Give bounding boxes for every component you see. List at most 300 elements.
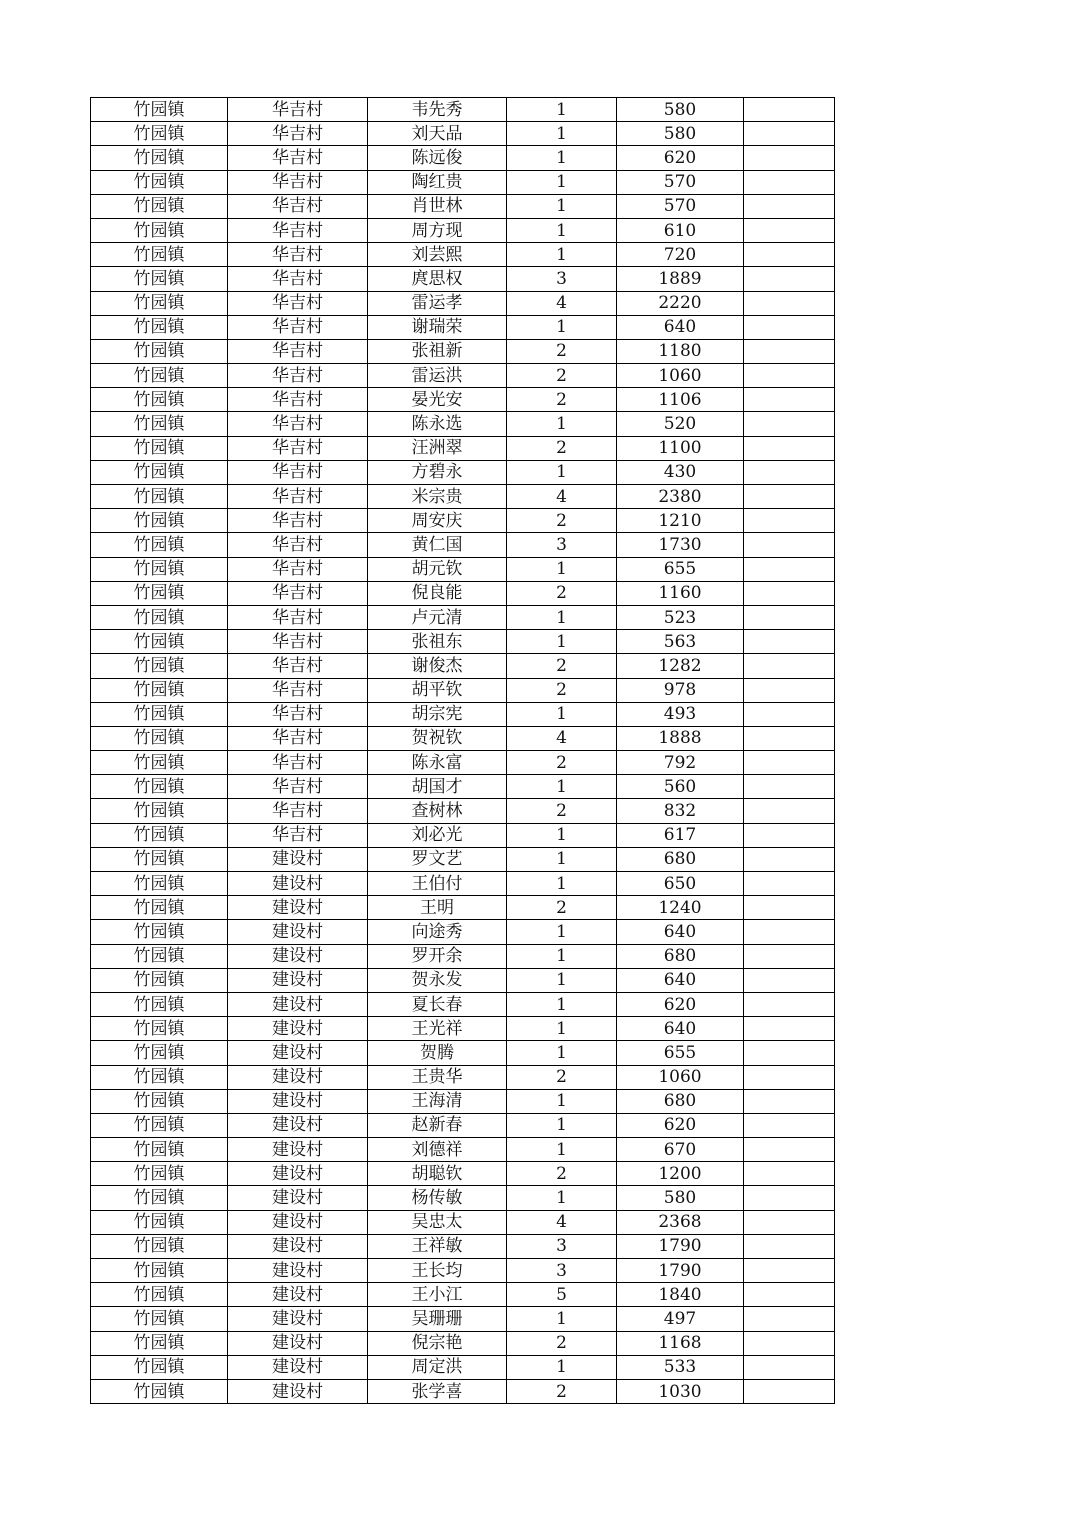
household-count-cell: 2 xyxy=(507,751,617,775)
table-row xyxy=(91,557,835,581)
amount-cell: 620 xyxy=(617,146,744,170)
remark-cell xyxy=(744,968,835,992)
table-row xyxy=(91,968,835,992)
amount-cell: 1160 xyxy=(617,581,744,605)
amount-cell: 640 xyxy=(617,315,744,339)
town-cell: 竹园镇 xyxy=(91,339,228,363)
household-count-cell: 5 xyxy=(507,1283,617,1307)
name-cell: 雷运洪 xyxy=(368,364,507,388)
village-cell: 建设村 xyxy=(228,1234,368,1258)
household-count-cell: 3 xyxy=(507,1259,617,1283)
amount-cell: 680 xyxy=(617,1089,744,1113)
household-count-cell: 2 xyxy=(507,799,617,823)
name-cell: 夏长春 xyxy=(368,992,507,1016)
village-cell: 建设村 xyxy=(228,920,368,944)
town-cell: 竹园镇 xyxy=(91,315,228,339)
remark-cell xyxy=(744,1162,835,1186)
table-row xyxy=(91,775,835,799)
name-cell: 王小江 xyxy=(368,1283,507,1307)
town-cell: 竹园镇 xyxy=(91,194,228,218)
amount-cell: 2368 xyxy=(617,1210,744,1234)
amount-cell: 570 xyxy=(617,194,744,218)
village-cell: 华吉村 xyxy=(228,533,368,557)
table-row xyxy=(91,1210,835,1234)
amount-cell: 1200 xyxy=(617,1162,744,1186)
amount-cell: 620 xyxy=(617,992,744,1016)
household-count-cell: 1 xyxy=(507,1138,617,1162)
household-count-cell: 1 xyxy=(507,243,617,267)
town-cell: 竹园镇 xyxy=(91,1186,228,1210)
household-count-cell: 1 xyxy=(507,847,617,871)
remark-cell xyxy=(744,460,835,484)
table-row xyxy=(91,726,835,750)
table-row xyxy=(91,847,835,871)
village-cell: 华吉村 xyxy=(228,557,368,581)
household-count-cell: 4 xyxy=(507,726,617,750)
household-count-cell: 1 xyxy=(507,1355,617,1379)
town-cell: 竹园镇 xyxy=(91,218,228,242)
household-count-cell: 1 xyxy=(507,218,617,242)
remark-cell xyxy=(744,1307,835,1331)
remark-cell xyxy=(744,315,835,339)
name-cell: 刘德祥 xyxy=(368,1138,507,1162)
remark-cell xyxy=(744,799,835,823)
name-cell: 罗文艺 xyxy=(368,847,507,871)
remark-cell xyxy=(744,557,835,581)
amount-cell: 580 xyxy=(617,122,744,146)
amount-cell: 1100 xyxy=(617,436,744,460)
amount-cell: 497 xyxy=(617,1307,744,1331)
name-cell: 肖世林 xyxy=(368,194,507,218)
town-cell: 竹园镇 xyxy=(91,581,228,605)
town-cell: 竹园镇 xyxy=(91,243,228,267)
name-cell: 韦先秀 xyxy=(368,98,507,122)
amount-cell: 670 xyxy=(617,1138,744,1162)
town-cell: 竹园镇 xyxy=(91,944,228,968)
household-count-cell: 2 xyxy=(507,364,617,388)
town-cell: 竹园镇 xyxy=(91,1113,228,1137)
village-cell: 建设村 xyxy=(228,1210,368,1234)
household-count-cell: 1 xyxy=(507,412,617,436)
name-cell: 王伯付 xyxy=(368,872,507,896)
household-count-cell: 2 xyxy=(507,436,617,460)
household-count-cell: 4 xyxy=(507,485,617,509)
table-row xyxy=(91,339,835,363)
name-cell: 张学喜 xyxy=(368,1379,507,1403)
name-cell: 杨传敏 xyxy=(368,1186,507,1210)
household-count-cell: 1 xyxy=(507,630,617,654)
name-cell: 查树林 xyxy=(368,799,507,823)
town-cell: 竹园镇 xyxy=(91,799,228,823)
remark-cell xyxy=(744,146,835,170)
table-body xyxy=(91,98,835,1404)
table-row xyxy=(91,678,835,702)
household-count-cell: 4 xyxy=(507,291,617,315)
name-cell: 贺永发 xyxy=(368,968,507,992)
remark-cell xyxy=(744,122,835,146)
remark-cell xyxy=(744,1210,835,1234)
remark-cell xyxy=(744,847,835,871)
amount-cell: 1210 xyxy=(617,509,744,533)
remark-cell xyxy=(744,291,835,315)
remark-cell xyxy=(744,1017,835,1041)
amount-cell: 978 xyxy=(617,678,744,702)
table-row xyxy=(91,1234,835,1258)
name-cell: 倪宗艳 xyxy=(368,1331,507,1355)
amount-cell: 1030 xyxy=(617,1379,744,1403)
name-cell: 王祥敏 xyxy=(368,1234,507,1258)
amount-cell: 430 xyxy=(617,460,744,484)
village-cell: 华吉村 xyxy=(228,702,368,726)
table-row xyxy=(91,1307,835,1331)
town-cell: 竹园镇 xyxy=(91,388,228,412)
table-row xyxy=(91,1379,835,1403)
town-cell: 竹园镇 xyxy=(91,702,228,726)
village-cell: 华吉村 xyxy=(228,485,368,509)
household-count-cell: 1 xyxy=(507,1041,617,1065)
remark-cell xyxy=(744,98,835,122)
town-cell: 竹园镇 xyxy=(91,557,228,581)
remark-cell xyxy=(744,1186,835,1210)
village-cell: 建设村 xyxy=(228,1113,368,1137)
table-row xyxy=(91,436,835,460)
remark-cell xyxy=(744,485,835,509)
amount-cell: 580 xyxy=(617,1186,744,1210)
name-cell: 晏光安 xyxy=(368,388,507,412)
village-cell: 建设村 xyxy=(228,1065,368,1089)
village-cell: 建设村 xyxy=(228,1186,368,1210)
village-cell: 建设村 xyxy=(228,1017,368,1041)
table-row xyxy=(91,315,835,339)
household-count-cell: 1 xyxy=(507,194,617,218)
town-cell: 竹园镇 xyxy=(91,968,228,992)
remark-cell xyxy=(744,630,835,654)
town-cell: 竹园镇 xyxy=(91,485,228,509)
town-cell: 竹园镇 xyxy=(91,726,228,750)
table-row xyxy=(91,267,835,291)
name-cell: 周方现 xyxy=(368,218,507,242)
village-cell: 建设村 xyxy=(228,1089,368,1113)
village-cell: 建设村 xyxy=(228,1379,368,1403)
village-cell: 华吉村 xyxy=(228,388,368,412)
town-cell: 竹园镇 xyxy=(91,1283,228,1307)
household-count-cell: 1 xyxy=(507,992,617,1016)
amount-cell: 650 xyxy=(617,872,744,896)
table-row xyxy=(91,412,835,436)
village-cell: 建设村 xyxy=(228,1331,368,1355)
household-count-cell: 2 xyxy=(507,388,617,412)
household-count-cell: 3 xyxy=(507,1234,617,1258)
table-row xyxy=(91,896,835,920)
name-cell: 胡国才 xyxy=(368,775,507,799)
village-cell: 华吉村 xyxy=(228,339,368,363)
town-cell: 竹园镇 xyxy=(91,98,228,122)
town-cell: 竹园镇 xyxy=(91,1162,228,1186)
village-cell: 建设村 xyxy=(228,968,368,992)
village-cell: 华吉村 xyxy=(228,751,368,775)
town-cell: 竹园镇 xyxy=(91,1234,228,1258)
village-cell: 华吉村 xyxy=(228,412,368,436)
name-cell: 吴珊珊 xyxy=(368,1307,507,1331)
village-cell: 建设村 xyxy=(228,1355,368,1379)
remark-cell xyxy=(744,1113,835,1137)
name-cell: 张祖新 xyxy=(368,339,507,363)
table-row xyxy=(91,751,835,775)
table-row xyxy=(91,799,835,823)
household-count-cell: 1 xyxy=(507,146,617,170)
household-count-cell: 1 xyxy=(507,702,617,726)
town-cell: 竹园镇 xyxy=(91,920,228,944)
table-row xyxy=(91,1041,835,1065)
village-cell: 建设村 xyxy=(228,1307,368,1331)
town-cell: 竹园镇 xyxy=(91,872,228,896)
table-row xyxy=(91,1138,835,1162)
village-cell: 华吉村 xyxy=(228,823,368,847)
remark-cell xyxy=(744,339,835,363)
household-count-cell: 1 xyxy=(507,1113,617,1137)
amount-cell: 2380 xyxy=(617,485,744,509)
amount-cell: 570 xyxy=(617,170,744,194)
amount-cell: 792 xyxy=(617,751,744,775)
town-cell: 竹园镇 xyxy=(91,267,228,291)
town-cell: 竹园镇 xyxy=(91,605,228,629)
remark-cell xyxy=(744,267,835,291)
remark-cell xyxy=(744,533,835,557)
amount-cell: 2220 xyxy=(617,291,744,315)
town-cell: 竹园镇 xyxy=(91,122,228,146)
table-row xyxy=(91,630,835,654)
remark-cell xyxy=(744,605,835,629)
remark-cell xyxy=(744,170,835,194)
household-count-cell: 1 xyxy=(507,944,617,968)
village-cell: 华吉村 xyxy=(228,218,368,242)
amount-cell: 1106 xyxy=(617,388,744,412)
table-row xyxy=(91,920,835,944)
name-cell: 赵新春 xyxy=(368,1113,507,1137)
table-row xyxy=(91,218,835,242)
village-cell: 华吉村 xyxy=(228,146,368,170)
village-cell: 华吉村 xyxy=(228,678,368,702)
household-count-cell: 4 xyxy=(507,1210,617,1234)
household-count-cell: 1 xyxy=(507,1186,617,1210)
amount-cell: 520 xyxy=(617,412,744,436)
amount-cell: 523 xyxy=(617,605,744,629)
remark-cell xyxy=(744,581,835,605)
village-cell: 建设村 xyxy=(228,872,368,896)
town-cell: 竹园镇 xyxy=(91,992,228,1016)
remark-cell xyxy=(744,1234,835,1258)
town-cell: 竹园镇 xyxy=(91,1210,228,1234)
household-count-cell: 3 xyxy=(507,533,617,557)
name-cell: 周安庆 xyxy=(368,509,507,533)
town-cell: 竹园镇 xyxy=(91,1331,228,1355)
village-cell: 华吉村 xyxy=(228,170,368,194)
town-cell: 竹园镇 xyxy=(91,170,228,194)
table-row xyxy=(91,581,835,605)
household-count-cell: 2 xyxy=(507,339,617,363)
table-row xyxy=(91,944,835,968)
amount-cell: 680 xyxy=(617,847,744,871)
amount-cell: 1060 xyxy=(617,364,744,388)
amount-cell: 1168 xyxy=(617,1331,744,1355)
name-cell: 胡宗宪 xyxy=(368,702,507,726)
village-cell: 华吉村 xyxy=(228,243,368,267)
town-cell: 竹园镇 xyxy=(91,1307,228,1331)
remark-cell xyxy=(744,1283,835,1307)
table-row xyxy=(91,460,835,484)
table-row xyxy=(91,702,835,726)
village-cell: 建设村 xyxy=(228,1041,368,1065)
remark-cell xyxy=(744,896,835,920)
village-cell: 华吉村 xyxy=(228,364,368,388)
amount-cell: 620 xyxy=(617,1113,744,1137)
village-cell: 建设村 xyxy=(228,992,368,1016)
remark-cell xyxy=(744,218,835,242)
amount-cell: 640 xyxy=(617,968,744,992)
remark-cell xyxy=(744,678,835,702)
town-cell: 竹园镇 xyxy=(91,847,228,871)
village-cell: 建设村 xyxy=(228,847,368,871)
remark-cell xyxy=(744,243,835,267)
village-cell: 华吉村 xyxy=(228,799,368,823)
household-count-cell: 2 xyxy=(507,896,617,920)
village-cell: 华吉村 xyxy=(228,436,368,460)
table-row xyxy=(91,509,835,533)
table-row xyxy=(91,388,835,412)
amount-cell: 680 xyxy=(617,944,744,968)
town-cell: 竹园镇 xyxy=(91,1379,228,1403)
village-cell: 华吉村 xyxy=(228,581,368,605)
household-count-cell: 2 xyxy=(507,581,617,605)
name-cell: 黄仁国 xyxy=(368,533,507,557)
town-cell: 竹园镇 xyxy=(91,533,228,557)
town-cell: 竹园镇 xyxy=(91,630,228,654)
remark-cell xyxy=(744,1065,835,1089)
amount-cell: 1790 xyxy=(617,1234,744,1258)
remark-cell xyxy=(744,1041,835,1065)
amount-cell: 1790 xyxy=(617,1259,744,1283)
village-cell: 华吉村 xyxy=(228,315,368,339)
amount-cell: 560 xyxy=(617,775,744,799)
name-cell: 陈远俊 xyxy=(368,146,507,170)
remark-cell xyxy=(744,654,835,678)
name-cell: 倪良能 xyxy=(368,581,507,605)
amount-cell: 640 xyxy=(617,1017,744,1041)
table-row xyxy=(91,122,835,146)
name-cell: 胡聪钦 xyxy=(368,1162,507,1186)
town-cell: 竹园镇 xyxy=(91,1089,228,1113)
town-cell: 竹园镇 xyxy=(91,364,228,388)
town-cell: 竹园镇 xyxy=(91,1138,228,1162)
remark-cell xyxy=(744,388,835,412)
remark-cell xyxy=(744,992,835,1016)
amount-cell: 832 xyxy=(617,799,744,823)
village-cell: 建设村 xyxy=(228,896,368,920)
household-count-cell: 1 xyxy=(507,920,617,944)
remark-cell xyxy=(744,1379,835,1403)
household-count-cell: 1 xyxy=(507,1307,617,1331)
town-cell: 竹园镇 xyxy=(91,1355,228,1379)
remark-cell xyxy=(744,412,835,436)
amount-cell: 1840 xyxy=(617,1283,744,1307)
remark-cell xyxy=(744,1259,835,1283)
table-row xyxy=(91,533,835,557)
remark-cell xyxy=(744,702,835,726)
remark-cell xyxy=(744,1089,835,1113)
town-cell: 竹园镇 xyxy=(91,460,228,484)
town-cell: 竹园镇 xyxy=(91,823,228,847)
village-cell: 华吉村 xyxy=(228,194,368,218)
remark-cell xyxy=(744,775,835,799)
household-count-cell: 1 xyxy=(507,460,617,484)
village-cell: 华吉村 xyxy=(228,654,368,678)
name-cell: 谢瑞荣 xyxy=(368,315,507,339)
village-cell: 华吉村 xyxy=(228,122,368,146)
name-cell: 王海清 xyxy=(368,1089,507,1113)
town-cell: 竹园镇 xyxy=(91,775,228,799)
remark-cell xyxy=(744,194,835,218)
table-row xyxy=(91,485,835,509)
amount-cell: 640 xyxy=(617,920,744,944)
remark-cell xyxy=(744,920,835,944)
table-row xyxy=(91,872,835,896)
name-cell: 雷运孝 xyxy=(368,291,507,315)
household-count-cell: 1 xyxy=(507,968,617,992)
table-row xyxy=(91,146,835,170)
household-count-cell: 2 xyxy=(507,1331,617,1355)
town-cell: 竹园镇 xyxy=(91,751,228,775)
remark-cell xyxy=(744,726,835,750)
town-cell: 竹园镇 xyxy=(91,896,228,920)
town-cell: 竹园镇 xyxy=(91,291,228,315)
table-row xyxy=(91,1259,835,1283)
amount-cell: 533 xyxy=(617,1355,744,1379)
table-row xyxy=(91,1186,835,1210)
town-cell: 竹园镇 xyxy=(91,146,228,170)
table-row xyxy=(91,1113,835,1137)
name-cell: 胡元钦 xyxy=(368,557,507,581)
name-cell: 方碧永 xyxy=(368,460,507,484)
name-cell: 贺腾 xyxy=(368,1041,507,1065)
village-cell: 华吉村 xyxy=(228,775,368,799)
remark-cell xyxy=(744,509,835,533)
table-row xyxy=(91,823,835,847)
amount-cell: 563 xyxy=(617,630,744,654)
amount-cell: 720 xyxy=(617,243,744,267)
village-cell: 华吉村 xyxy=(228,291,368,315)
remark-cell xyxy=(744,1138,835,1162)
village-cell: 建设村 xyxy=(228,1283,368,1307)
village-cell: 华吉村 xyxy=(228,630,368,654)
name-cell: 罗开余 xyxy=(368,944,507,968)
town-cell: 竹园镇 xyxy=(91,654,228,678)
name-cell: 胡平钦 xyxy=(368,678,507,702)
name-cell: 周定洪 xyxy=(368,1355,507,1379)
name-cell: 谢俊杰 xyxy=(368,654,507,678)
name-cell: 陈永富 xyxy=(368,751,507,775)
remark-cell xyxy=(744,944,835,968)
name-cell: 米宗贵 xyxy=(368,485,507,509)
table-row xyxy=(91,291,835,315)
household-count-cell: 1 xyxy=(507,823,617,847)
town-cell: 竹园镇 xyxy=(91,1065,228,1089)
table-row xyxy=(91,1331,835,1355)
village-cell: 华吉村 xyxy=(228,460,368,484)
amount-cell: 580 xyxy=(617,98,744,122)
table-row xyxy=(91,605,835,629)
town-cell: 竹园镇 xyxy=(91,436,228,460)
amount-cell: 655 xyxy=(617,1041,744,1065)
